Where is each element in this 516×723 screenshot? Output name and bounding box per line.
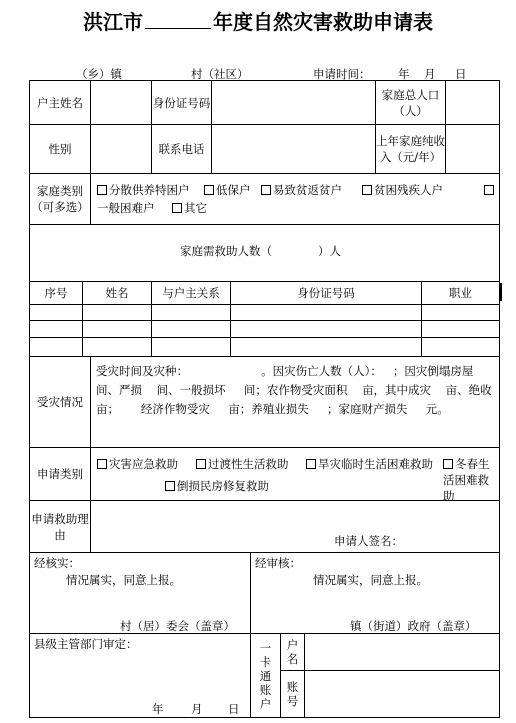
table-row[interactable] — [29, 304, 83, 321]
county-year: 年 — [152, 702, 164, 716]
village-seal-label: 村（居）委会（盖章） — [120, 619, 235, 633]
apply-month: 月 — [424, 67, 436, 81]
table-cell[interactable] — [421, 304, 500, 321]
applicant-signature-label: 申请人签名： — [334, 534, 403, 548]
apply-option-3[interactable]: 旱灾临时生活困难救助 — [306, 456, 433, 472]
category-option-3[interactable]: 易致贫返贫户 — [261, 182, 342, 198]
apply-option-1[interactable]: 灾害应急救助 — [97, 456, 178, 472]
apply-time-label: 申请时间： — [313, 67, 371, 81]
card-account-input[interactable] — [304, 670, 500, 718]
table-cell[interactable] — [82, 304, 152, 321]
table-cell[interactable] — [230, 304, 422, 321]
table-cell[interactable] — [421, 337, 500, 357]
table-row[interactable] — [29, 320, 83, 338]
checkbox[interactable] — [443, 459, 453, 469]
checkbox[interactable] — [484, 185, 494, 195]
card-account-label: 一卡通账户 — [250, 633, 281, 718]
need-count-suffix: ）人 — [318, 244, 341, 258]
table-cell[interactable] — [230, 337, 422, 357]
card-account-number-label: 账号 — [280, 670, 305, 718]
gender-label: 性别 — [29, 124, 91, 174]
review-text: 情况属实，同意上报。 — [313, 573, 428, 587]
col-header-id: 身份证号码 — [230, 281, 422, 305]
apply-option-2[interactable]: 过渡性生活救助 — [196, 456, 289, 472]
family-total-label: 家庭总人口（人） — [375, 80, 446, 125]
apply-type-label: 申请类别 — [29, 447, 91, 501]
householder-label: 户主姓名 — [29, 80, 91, 125]
income-input[interactable] — [445, 124, 500, 174]
town-seal-label: 镇（街道）政府（盖章） — [350, 619, 477, 633]
apply-day: 日 — [455, 67, 467, 81]
disaster-details[interactable]: 受灾时间及灾种： 。因灾伤亡人数（人）： ；因灾倒塌房屋 间、严损 间、一般损坏 间；农作物受灾面积 亩，其中成灾 亩、绝收 亩； 经济作物受灾 亩；养殖业损失 ；家庭财产损失 元。 — [90, 356, 500, 448]
col-header-relation: 与户主关系 — [151, 281, 231, 305]
category-option-1[interactable]: 分散供养特困户 — [97, 182, 190, 198]
table-cell[interactable] — [230, 320, 422, 338]
county-day: 日 — [228, 702, 240, 716]
category-option-2[interactable]: 低保户 — [204, 182, 251, 198]
checkbox[interactable] — [172, 203, 182, 213]
phone-input[interactable] — [211, 124, 376, 174]
income-label: 上年家庭纯收入（元/年） — [375, 124, 446, 174]
apply-option-4[interactable]: 冬春生活困难救助 — [443, 457, 490, 503]
family-category-options — [90, 173, 500, 225]
id-number-label: 身份证号码 — [151, 80, 212, 125]
verify-label: 经核实： — [34, 556, 80, 570]
householder-input[interactable] — [90, 80, 152, 125]
year-blank[interactable] — [145, 10, 211, 29]
apply-type-options — [90, 447, 500, 501]
review-label: 经审核： — [255, 556, 301, 570]
county-month: 月 — [191, 702, 203, 716]
card-name-input[interactable] — [304, 633, 500, 671]
table-cell[interactable] — [82, 320, 152, 338]
family-category-label: 家庭类别（可多选） — [29, 173, 91, 225]
table-cell[interactable] — [421, 320, 500, 338]
category-option-5-label: 一般困难户 — [97, 201, 155, 215]
apply-year: 年 — [398, 67, 410, 81]
table-cell[interactable] — [151, 337, 231, 357]
need-count-label: 家庭需救助人数（ — [180, 244, 272, 258]
id-number-input[interactable] — [211, 80, 376, 125]
checkbox[interactable] — [97, 185, 107, 195]
table-cell[interactable] — [82, 337, 152, 357]
table-cell[interactable] — [151, 304, 231, 321]
category-option-5-checkbox[interactable] — [484, 182, 496, 198]
apply-option-5[interactable]: 倒损民房修复救助 — [165, 478, 269, 494]
checkbox[interactable] — [97, 459, 107, 469]
gender-input[interactable] — [90, 124, 152, 174]
checkbox[interactable] — [261, 185, 271, 195]
category-option-4[interactable]: 贫困残疾人户 — [362, 182, 443, 198]
card-name-label: 户名 — [280, 633, 305, 671]
table-cell[interactable] — [151, 320, 231, 338]
reason-label: 申请救助理由 — [29, 500, 91, 553]
disaster-label: 受灾情况 — [29, 356, 91, 448]
col-header-name: 姓名 — [82, 281, 152, 305]
checkbox[interactable] — [204, 185, 214, 195]
title-prefix: 洪江市 — [83, 10, 143, 34]
family-total-input[interactable] — [445, 80, 500, 125]
category-option-6[interactable]: 其它 — [172, 200, 207, 216]
village-label: 村（社区） — [191, 67, 249, 81]
town-review-box — [250, 552, 500, 634]
county-approval-box — [29, 633, 251, 718]
table-row[interactable] — [29, 337, 83, 357]
phone-label: 联系电话 — [151, 124, 212, 174]
village-verify-box — [29, 552, 251, 634]
need-count-row — [29, 224, 500, 282]
col-header-seq: 序号 — [29, 281, 83, 305]
checkbox[interactable] — [306, 459, 316, 469]
checkbox[interactable] — [362, 185, 372, 195]
checkbox[interactable] — [196, 459, 206, 469]
verify-text: 情况属实，同意上报。 — [66, 573, 181, 587]
township-label: （乡）镇 — [76, 67, 122, 81]
col-header-job: 职业 — [421, 281, 500, 305]
county-label: 县级主管部门审定： — [34, 637, 138, 651]
form-title — [0, 6, 516, 35]
checkbox[interactable] — [165, 481, 175, 491]
reason-input[interactable] — [90, 500, 500, 553]
title-suffix: 年度自然灾害救助申请表 — [213, 10, 433, 34]
